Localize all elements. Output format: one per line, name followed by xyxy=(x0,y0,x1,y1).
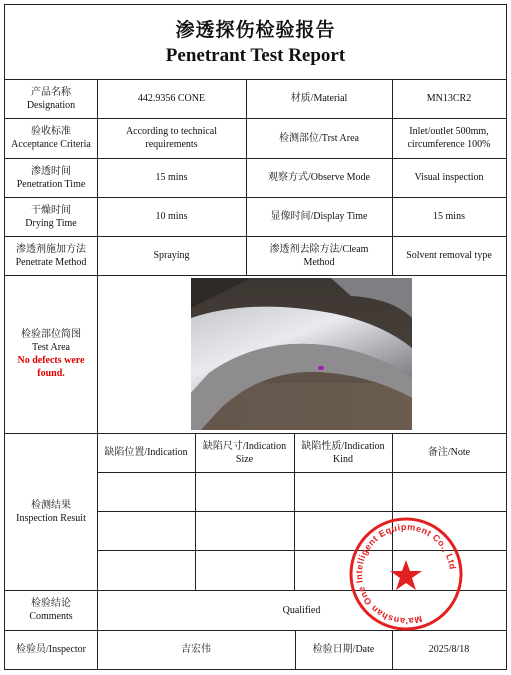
test-area-value-line2: circumference 100% xyxy=(407,139,491,150)
penetration-label-cn: 渗透时间 xyxy=(31,165,71,177)
comments-label-cn: 检验结论 xyxy=(31,598,71,609)
test-area-value-line1: Inlet/outlet 500mm, xyxy=(409,126,489,137)
acceptance-value xyxy=(97,118,246,158)
observe-mode-label: 观察方式/Observe Mode xyxy=(268,172,370,183)
test-area-label: 检测部位/Trst Area xyxy=(279,132,359,144)
clean-method-value: Solvent removal type xyxy=(406,250,492,261)
header-note xyxy=(392,433,506,472)
report-title-cn: 渗透探伤检验报告 xyxy=(175,19,336,41)
header-indication-position xyxy=(97,433,195,472)
penetrant-test-report xyxy=(4,4,507,670)
method-label-en: Penetrate Method xyxy=(15,256,87,268)
no-defects-note-line1: No defects were xyxy=(17,355,85,366)
no-defects-note-line2: found. xyxy=(37,368,65,379)
test-area-label-cn: 检验部位简图 xyxy=(21,329,81,340)
observe-mode-value: Visual inspection xyxy=(414,172,484,183)
drying-label-cn: 干燥时间 xyxy=(31,204,71,216)
method-value: Spraying xyxy=(153,250,190,261)
drying-label-en: Drying Time xyxy=(25,217,77,229)
header-indication-kind-line2: Kind xyxy=(333,453,353,465)
acceptance-label-cn: 验收标准 xyxy=(31,126,71,137)
comments-value: Qualified xyxy=(282,604,321,616)
acceptance-label-en: Acceptance Criteria xyxy=(11,139,91,150)
comments-label xyxy=(5,590,97,630)
designation-label xyxy=(5,79,97,118)
company-seal-stamp xyxy=(347,515,465,633)
row-divider xyxy=(97,511,506,512)
acceptance-value-line2: requirements xyxy=(145,139,198,150)
header-indication-size-line2: Size xyxy=(235,453,254,465)
designation-label-cn: 产品名称 xyxy=(31,86,71,98)
method-label xyxy=(5,236,97,275)
test-area-photo xyxy=(191,278,412,430)
test-area-section-label xyxy=(5,275,97,433)
acceptance-value-line1: According to technical xyxy=(125,126,218,137)
report-title-block xyxy=(5,5,506,80)
header-indication-position-line1: 缺陷位置/Indication xyxy=(104,447,188,458)
header-indication-size xyxy=(195,433,294,472)
header-indication-size-line1: 缺陷尺寸/Indication xyxy=(202,440,287,452)
material-label: 材质/Material xyxy=(290,93,348,104)
inspection-result-label-en: Inspection Resuit xyxy=(16,512,86,524)
header-indication-kind-line1: 缺陷性质/Indication xyxy=(301,440,385,452)
penetration-label-en: Penetration Time xyxy=(16,178,86,190)
inspector-label: 检验员/Inspector xyxy=(16,644,86,655)
acceptance-label xyxy=(5,118,97,158)
display-time-label: 显像时间/Display Time xyxy=(270,211,368,222)
penetration-value: 15 mins xyxy=(155,172,188,183)
date-label: 检验日期/Date xyxy=(312,644,375,655)
material-value: MN13CR2 xyxy=(426,93,472,104)
report-title-en: Penetrant Test Report xyxy=(165,45,346,66)
clean-method-label-line1: 渗透剂去除方法/Cleam xyxy=(269,243,369,255)
inspection-result-label-cn: 检测结果 xyxy=(31,499,71,511)
drying-value: 10 mins xyxy=(155,211,188,222)
test-area-label-en: Test Area xyxy=(32,342,70,353)
penetration-label xyxy=(5,158,97,197)
date-value: 2025/8/18 xyxy=(428,644,470,655)
drying-label xyxy=(5,197,97,236)
test-area-value xyxy=(392,118,506,158)
inspection-result-label xyxy=(5,433,97,590)
method-label-cn: 渗透剂施加方法 xyxy=(16,243,86,255)
svg-text:Ma'anshan One Intelligent Equi: Ma'anshan One Intelligent Equipment Co., Ltd xyxy=(353,521,458,627)
header-indication-kind xyxy=(294,433,392,472)
designation-value: 442.9356 CONE xyxy=(137,93,206,104)
clean-method-label xyxy=(246,236,392,275)
row-divider xyxy=(97,472,506,473)
display-time-value: 15 mins xyxy=(433,211,465,222)
designation-label-en: Designation xyxy=(26,99,76,111)
inspector-name: 吉宏伟 xyxy=(181,644,211,655)
header-note-line1: 备注/Note xyxy=(427,447,471,458)
clean-method-label-line2: Method xyxy=(303,256,335,268)
comments-label-en: Comments xyxy=(29,611,73,622)
